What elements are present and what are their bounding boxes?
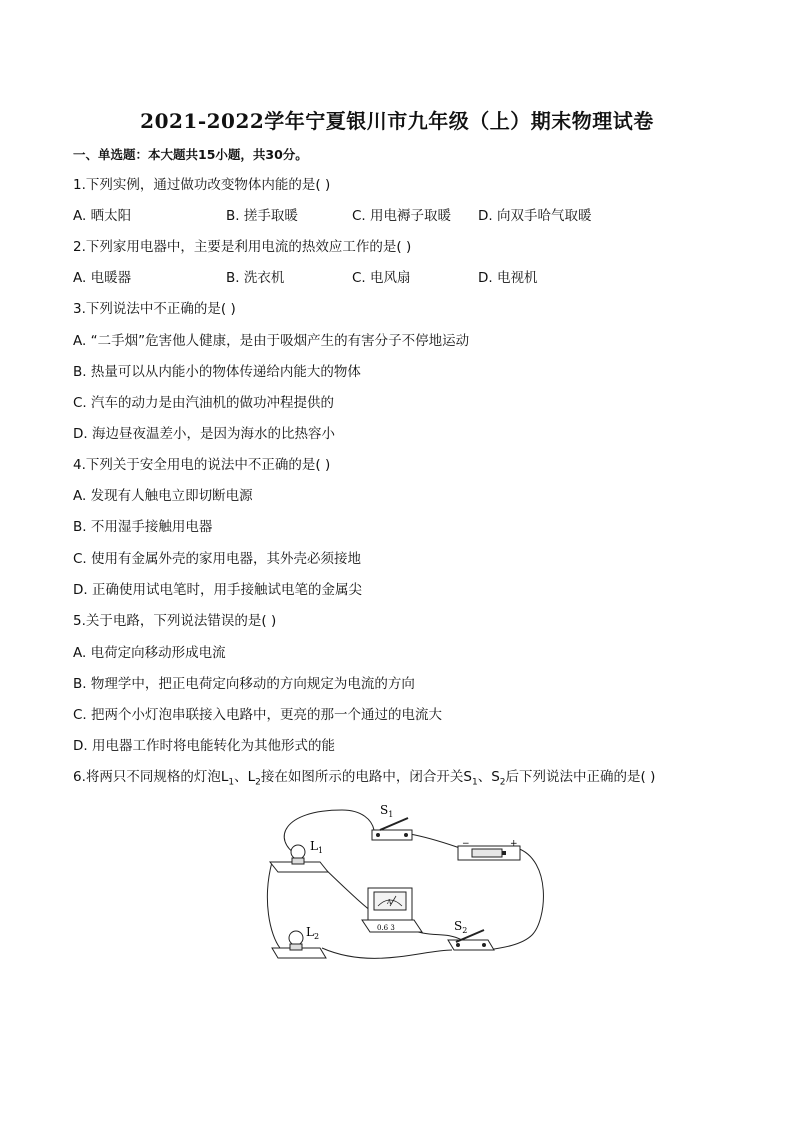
question-2-option-a: A. 电暖器 [73,270,132,286]
question-5-option-c: C. 把两个小灯泡串联接入电路中，更亮的那一个通过的电流大 [73,707,443,723]
question-4-option-d: D. 正确使用试电笔时，用手接触试电笔的金属尖 [73,582,362,598]
battery-minus-label: − [462,839,470,849]
wire-l2-s2 [322,948,452,958]
question-4-option-b: B. 不用湿手接触用电器 [73,519,213,535]
label-s2: $S_2$ [454,919,468,935]
question-3-option-b: B. 热量可以从内能小的物体传递给内能大的物体 [73,364,361,380]
question-1-option-c: C. 用电褥子取暖 [352,208,452,224]
question-5-option-a: A. 电荷定向移动形成电流 [73,645,226,661]
question-5-option-b: B. 物理学中，把正电荷定向移动的方向规定为电流的方向 [73,676,415,692]
label-s1: $S_1$ [380,803,394,819]
question-4-option-c: C. 使用有金属外壳的家用电器，其外壳必须接地 [73,551,362,567]
question-3-option-d: D. 海边昼夜温差小，是因为海水的比热容小 [73,426,335,442]
circuit-diagram [262,800,552,975]
label-l2: $L_2$ [306,925,320,941]
question-6-stem: 6.将两只不同规格的灯泡$L_1$、$L_2$接在如图所示的电路中，闭合开关$S_1$、$S_2$后下列说法中正确的是( ) [73,769,656,788]
section-heading: 一、单选题：本大题共15小题，共30分。 [73,147,308,162]
wire-l1-l2 [267,862,280,948]
question-1-stem: 1.下列实例，通过做功改变物体内能的是( ) [73,177,331,193]
ammeter-label: A [387,899,392,906]
question-5-stem: 5.关于电路，下列说法错误的是( ) [73,613,277,629]
question-1-option-b: B. 搓手取暖 [226,208,298,224]
question-2-option-b: B. 洗衣机 [226,270,285,286]
question-3-option-a: A. “二手烟”危害他人健康，是由于吸烟产生的有害分子不停地运动 [73,333,470,349]
question-4-stem: 4.下列关于安全用电的说法中不正确的是( ) [73,457,331,473]
question-2-stem: 2.下列家用电器中，主要是利用电流的热效应工作的是( ) [73,239,412,255]
question-5-option-d: D. 用电器工作时将电能转化为其他形式的能 [73,738,335,754]
switch-s1-icon [372,818,412,840]
ammeter-scale: 0.6 3 [377,924,395,932]
question-2-option-c: C. 电风扇 [352,270,411,286]
switch-s2-icon [448,930,494,950]
question-1-option-d: D. 向双手哈气取暖 [478,208,592,224]
question-3-stem: 3.下列说法中不正确的是( ) [73,301,236,317]
wire-battery-s2 [487,848,543,950]
label-l1: $L_1$ [310,839,324,855]
question-4-option-a: A. 发现有人触电立即切断电源 [73,488,253,504]
page-title: 2021-2022学年宁夏银川市九年级（上）期末物理试卷 [140,109,654,133]
question-1-option-a: A. 晒太阳 [73,208,132,224]
question-3-option-c: C. 汽车的动力是由汽油机的做功冲程提供的 [73,395,335,411]
battery-plus-label: + [510,839,518,849]
question-2-option-d: D. 电视机 [478,270,538,286]
